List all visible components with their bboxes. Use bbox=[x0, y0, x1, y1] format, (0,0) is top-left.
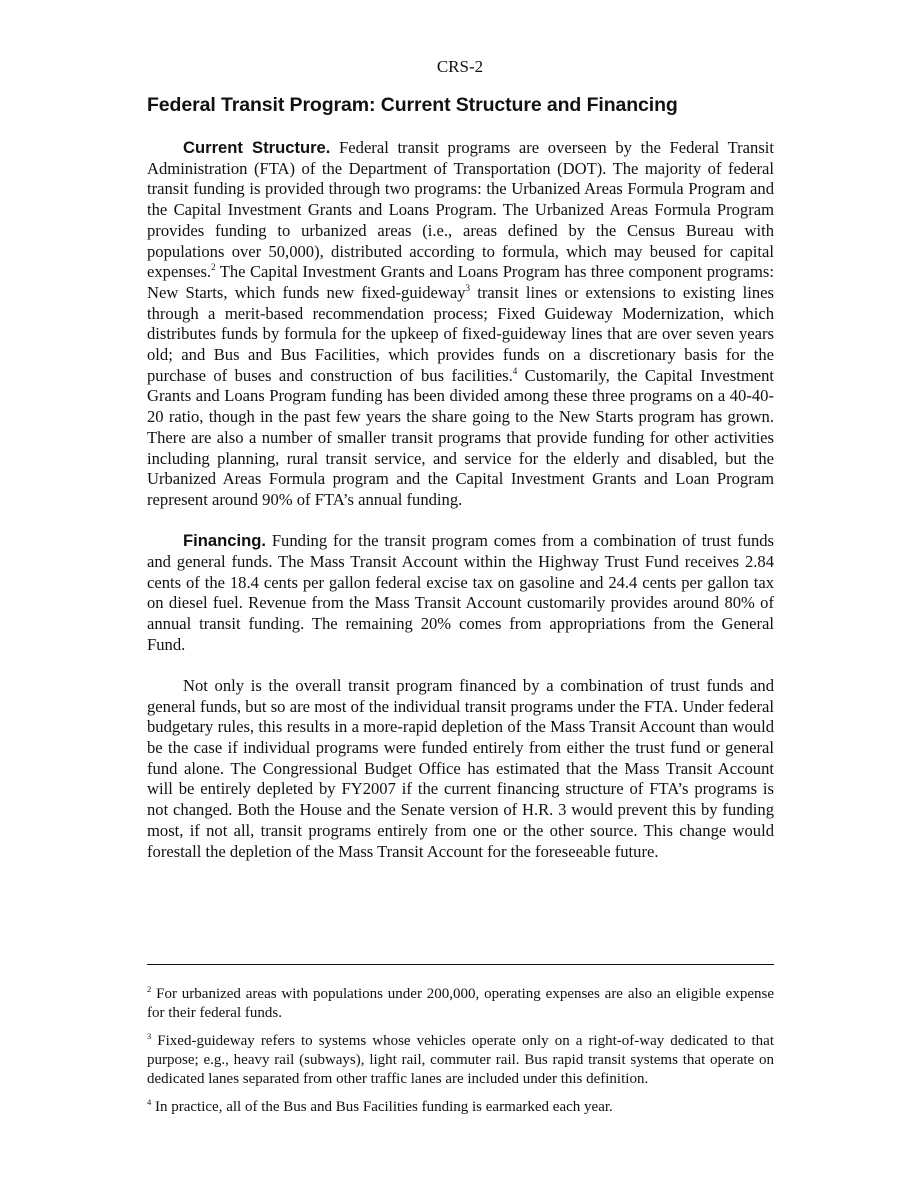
footnote bbox=[147, 985, 774, 1023]
footnote-divider bbox=[147, 964, 774, 965]
paragraph-text: Customarily, the Capital Investment Grants and Loans Program funding has been divided among these three programs on a 40-40-20 ratio, though in the past few years the share going to the New Starts program has grown. There are also a number of smaller transit programs that provide funding for other activities including planning, rural transit service, and service for the elderly and disabled, but the Urbanized Areas Formula program and the Capital Investment Grants and Loan Program represent around 90% of FTA’s annual funding. bbox=[147, 365, 774, 509]
paragraph-current-structure bbox=[147, 138, 774, 511]
footnote-ref[interactable]: 4 bbox=[512, 365, 518, 376]
paragraph-text: Not only is the overall transit program financed by a combination of trust funds and general funds, but so are most of the individual transit programs under the FTA. Under federal budgetary rules, this results in a more-rapid depletion of the Mass Transit Account than would be the case if individual programs were funded entirely from either the trust fund or general fund alone. The Congressional Budget Office has estimated that the Mass Transit Account will be entirely depleted by FY2007 if the current financing structure of FTA’s programs is not changed. Both the House and the Senate version of H.R. 3 would prevent this by funding most, if not all, transit programs entirely from one or the other source. This change would forestall the depletion of the Mass Transit Account for the foreseeable future. bbox=[147, 675, 774, 861]
footnote-number: 3 bbox=[147, 1031, 152, 1041]
document-body bbox=[147, 138, 774, 883]
footnote-text: For urbanized areas with populations under 200,000, operating expenses are also an eligible expense for their federal funds. bbox=[147, 986, 774, 1021]
paragraph-text: Funding for the transit program comes from a combination of trust funds and general funds. The Mass Transit Account within the Highway Trust Fund receives 2.84 cents of the 18.4 cents per gallon federal excise tax on gasoline and 24.4 cents per gallon tax on diesel fuel. Revenue from the Mass Transit Account customarily provides around 80% of annual transit funding. The remaining 20% comes from appropriations from the General Fund. bbox=[147, 531, 774, 654]
footnote bbox=[147, 1032, 774, 1089]
paragraph-text: The Capital Investment Grants and Loans Program has three component programs: New Starts, which funds new fixed-guideway bbox=[147, 262, 774, 302]
footnote-ref[interactable]: 3 bbox=[465, 282, 471, 293]
footnote-number: 4 bbox=[147, 1097, 152, 1107]
footnote bbox=[147, 1098, 774, 1117]
footnote-ref[interactable]: 2 bbox=[211, 262, 216, 273]
paragraph-text: Federal transit programs are overseen by the Federal Transit Administration (FTA) of the Department of Transportation (DOT). The majority of federal transit funding is provided through two programs: the Urbanized Areas Formula Program and the Capital Investment Grants and Loans Program. The Urbanized Areas Formula Program provides funding to urbanized areas (i.e., areas defined by the Census Bureau with populations over 50,000), distributed according to formula, which may beused for capital expenses. bbox=[147, 138, 774, 282]
footnote-text: Fixed-guideway refers to systems whose vehicles operate only on a right-of-way dedicated to that purpose; e.g., heavy rail (subways), light rail, commuter rail. Bus rapid transit systems that operate on dedicated lanes separated from other traffic lanes are included under this definition. bbox=[147, 1033, 774, 1087]
paragraph-text: transit lines or extensions to existing lines through a merit-based recommendation process; Fixed Guideway Modernization, which distributes funds by formula for the upkeep of fixed-guideway lines that are over seven years old; and Bus and Bus Facilities, which provides funds on a discretionary basis for the purchase of buses and construction of bus facilities. bbox=[147, 282, 774, 385]
page-header: CRS-2 bbox=[436, 57, 484, 76]
footnote-number: 2 bbox=[147, 984, 152, 994]
paragraph-depletion bbox=[147, 676, 774, 862]
footnotes bbox=[147, 985, 774, 1126]
run-in-heading-financing: Financing. bbox=[183, 531, 266, 551]
paragraph-financing bbox=[147, 531, 774, 655]
footnote-text: In practice, all of the Bus and Bus Facilities funding is earmarked each year. bbox=[151, 1099, 613, 1115]
run-in-heading-structure: Current Structure. bbox=[183, 138, 331, 157]
section-title: Federal Transit Program: Current Structure and Financing bbox=[147, 94, 678, 116]
